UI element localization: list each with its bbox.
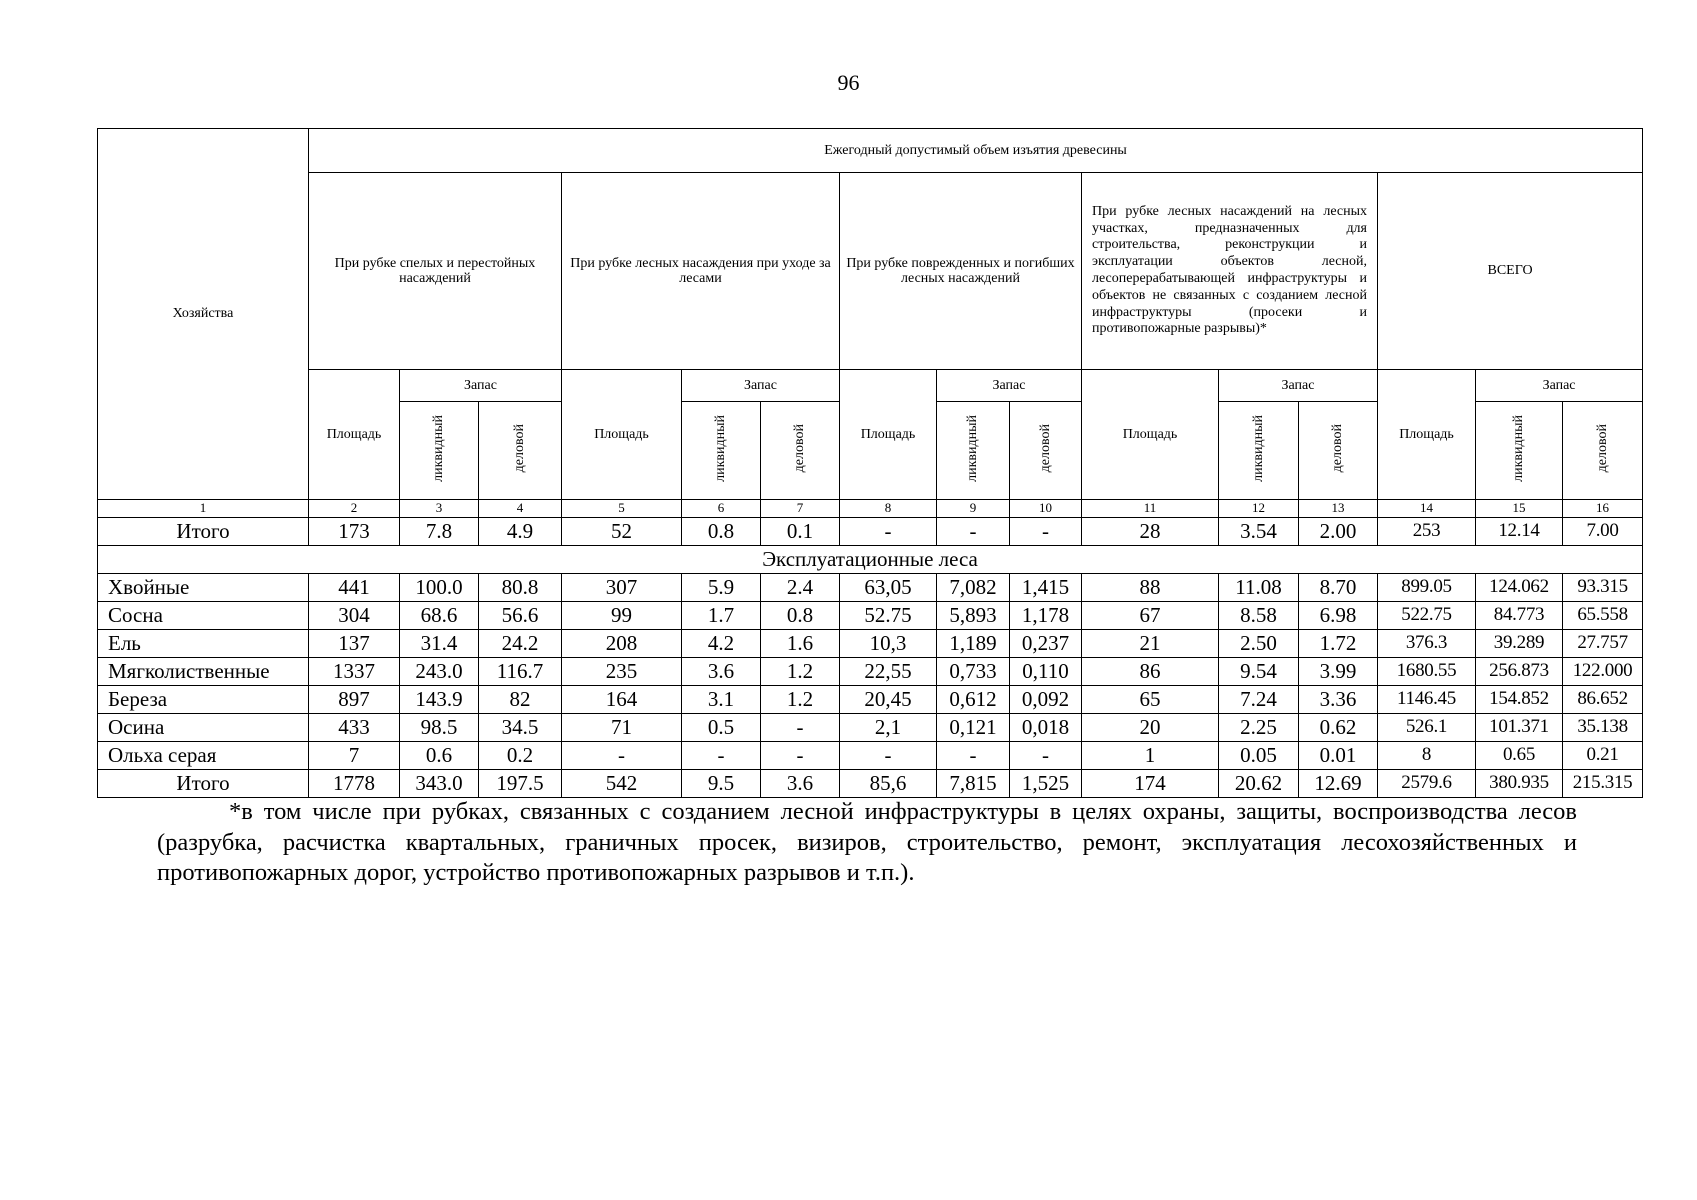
column-number: 1 (98, 500, 309, 518)
liquid-label: ликвидный (965, 414, 981, 482)
business-label: деловой (792, 424, 808, 473)
liquid-label: ликвидный (713, 414, 729, 482)
table-cell: 65 (1082, 686, 1219, 714)
table-cell: 0,092 (1010, 686, 1082, 714)
table-cell: - (1010, 518, 1082, 546)
liquid-label: ликвидный (1250, 414, 1266, 482)
row-label: Береза (98, 686, 309, 714)
row-label: Итого (98, 770, 309, 798)
table-row (98, 742, 1643, 770)
area-header: Площадь (1378, 370, 1476, 500)
table-row (98, 602, 1643, 630)
column-number: 2 (309, 500, 400, 518)
table-cell: 28 (1082, 518, 1219, 546)
area-header: Площадь (1082, 370, 1219, 500)
table-cell: 0,121 (937, 714, 1010, 742)
column-number: 6 (682, 500, 761, 518)
business-label: деловой (1037, 424, 1053, 473)
main-header: Ежегодный допустимый объем изъятия древесины (309, 129, 1643, 173)
table-cell: 80.8 (479, 574, 562, 602)
table-cell: 2.25 (1219, 714, 1299, 742)
table-cell: 1,178 (1010, 602, 1082, 630)
table-cell: - (840, 742, 937, 770)
table-cell: - (761, 714, 840, 742)
table-cell: 4.2 (682, 630, 761, 658)
column-number: 8 (840, 500, 937, 518)
table-cell: 1 (1082, 742, 1219, 770)
business-header (1299, 402, 1378, 500)
table-cell: 441 (309, 574, 400, 602)
table-cell: 3.99 (1299, 658, 1378, 686)
table-cell: 1,525 (1010, 770, 1082, 798)
table-cell: 526.1 (1378, 714, 1476, 742)
row-header: Хозяйства (98, 129, 309, 500)
table-cell: 1778 (309, 770, 400, 798)
row-label: Сосна (98, 602, 309, 630)
column-number: 11 (1082, 500, 1219, 518)
table-cell: 7.8 (400, 518, 479, 546)
table-cell: 7,815 (937, 770, 1010, 798)
table-cell: 0.8 (761, 602, 840, 630)
table-cell: - (937, 518, 1010, 546)
table-cell: 1680.55 (1378, 658, 1476, 686)
table-cell: 9.54 (1219, 658, 1299, 686)
section-title: Эксплуатационные леса (98, 546, 1643, 574)
table-cell: 256.873 (1476, 658, 1563, 686)
table-cell: 85,6 (840, 770, 937, 798)
liquid-header (400, 402, 479, 500)
table-cell: 8 (1378, 742, 1476, 770)
table-cell: 0.1 (761, 518, 840, 546)
area-header: Площадь (309, 370, 400, 500)
table-row (98, 714, 1643, 742)
row-label: Ольха серая (98, 742, 309, 770)
liquid-header (937, 402, 1010, 500)
table-cell: 433 (309, 714, 400, 742)
table-cell: 98.5 (400, 714, 479, 742)
table-cell: 0.05 (1219, 742, 1299, 770)
business-header (1563, 402, 1643, 500)
row-label: Ель (98, 630, 309, 658)
table-cell: 0.21 (1563, 742, 1643, 770)
table-cell: 71 (562, 714, 682, 742)
business-label: деловой (1330, 424, 1346, 473)
table-cell: 68.6 (400, 602, 479, 630)
table-cell: 124.062 (1476, 574, 1563, 602)
table-cell: 82 (479, 686, 562, 714)
business-header (1010, 402, 1082, 500)
table-cell: 0.5 (682, 714, 761, 742)
table-cell: 1.72 (1299, 630, 1378, 658)
stock-header: Запас (682, 370, 840, 402)
table-cell: 3.54 (1219, 518, 1299, 546)
liquid-label: ликвидный (431, 414, 447, 482)
table-cell: 173 (309, 518, 400, 546)
row-label: Мягколиственные (98, 658, 309, 686)
table-cell: 307 (562, 574, 682, 602)
table-cell: 7,082 (937, 574, 1010, 602)
table-cell: 4.9 (479, 518, 562, 546)
table-cell: 5.9 (682, 574, 761, 602)
table-cell: 2,1 (840, 714, 937, 742)
table-cell: 6.98 (1299, 602, 1378, 630)
area-header: Площадь (562, 370, 682, 500)
column-number: 14 (1378, 500, 1476, 518)
table-cell: 21 (1082, 630, 1219, 658)
table-cell: 8.58 (1219, 602, 1299, 630)
group-header-care: При рубке лесных насаждения при уходе за лесами (562, 173, 840, 370)
table-cell: 380.935 (1476, 770, 1563, 798)
page-number: 96 (837, 70, 860, 95)
table-cell: 20,45 (840, 686, 937, 714)
section-row (98, 546, 1643, 574)
table-cell: 10,3 (840, 630, 937, 658)
table-cell: 0.6 (400, 742, 479, 770)
row-label: Хвойные (98, 574, 309, 602)
table-cell: 7.00 (1563, 518, 1643, 546)
column-number: 12 (1219, 500, 1299, 518)
row-label: Итого (98, 518, 309, 546)
table-cell: 20.62 (1219, 770, 1299, 798)
table-cell: 39.289 (1476, 630, 1563, 658)
column-number: 5 (562, 500, 682, 518)
column-number: 13 (1299, 500, 1378, 518)
table-cell: 11.08 (1219, 574, 1299, 602)
table-cell: 2.00 (1299, 518, 1378, 546)
table-cell: 7.24 (1219, 686, 1299, 714)
area-header: Площадь (840, 370, 937, 500)
column-number: 9 (937, 500, 1010, 518)
table-cell: 0.65 (1476, 742, 1563, 770)
column-number: 15 (1476, 500, 1563, 518)
table-cell: 0,110 (1010, 658, 1082, 686)
table-row (98, 686, 1643, 714)
table-cell: - (682, 742, 761, 770)
stock-header: Запас (937, 370, 1082, 402)
liquid-header (1476, 402, 1563, 500)
table-cell: - (840, 518, 937, 546)
table-cell: 86 (1082, 658, 1219, 686)
table-cell: 20 (1082, 714, 1219, 742)
business-label: деловой (1594, 424, 1610, 473)
table-cell: 1.7 (682, 602, 761, 630)
table-cell: 100.0 (400, 574, 479, 602)
table-cell: 3.6 (761, 770, 840, 798)
table-cell: 1337 (309, 658, 400, 686)
table-cell: 0,733 (937, 658, 1010, 686)
table-cell: 243.0 (400, 658, 479, 686)
table-cell: 2.4 (761, 574, 840, 602)
table-cell: 122.000 (1563, 658, 1643, 686)
table-cell: 0.2 (479, 742, 562, 770)
liquid-header (682, 402, 761, 500)
table-cell: 0.01 (1299, 742, 1378, 770)
business-header (761, 402, 840, 500)
total-row-top (98, 518, 1643, 546)
table-cell: 63,05 (840, 574, 937, 602)
business-header (479, 402, 562, 500)
table-cell: 27.757 (1563, 630, 1643, 658)
table-cell: 7 (309, 742, 400, 770)
table-cell: 52.75 (840, 602, 937, 630)
table-cell: 3.1 (682, 686, 761, 714)
table-cell: 1.6 (761, 630, 840, 658)
table-cell: 137 (309, 630, 400, 658)
table-row (98, 770, 1643, 798)
table-row (98, 630, 1643, 658)
stock-header: Запас (1219, 370, 1378, 402)
table-cell: 22,55 (840, 658, 937, 686)
table-cell: 65.558 (1563, 602, 1643, 630)
liquid-header (1219, 402, 1299, 500)
table-cell: 116.7 (479, 658, 562, 686)
column-number: 16 (1563, 500, 1643, 518)
table-cell: 0.8 (682, 518, 761, 546)
table-cell: 2579.6 (1378, 770, 1476, 798)
table-cell: 197.5 (479, 770, 562, 798)
table-cell: 34.5 (479, 714, 562, 742)
group-header-total: ВСЕГО (1378, 173, 1643, 370)
table-cell: 1146.45 (1378, 686, 1476, 714)
table-cell: 143.9 (400, 686, 479, 714)
table-cell: 253 (1378, 518, 1476, 546)
group-header-damaged: При рубке поврежденных и погибших лесных насаждений (840, 173, 1082, 370)
business-label: деловой (512, 424, 528, 473)
table-cell: 35.138 (1563, 714, 1643, 742)
table-cell: - (937, 742, 1010, 770)
table-cell: 1,415 (1010, 574, 1082, 602)
table-cell: - (1010, 742, 1082, 770)
table-cell: 235 (562, 658, 682, 686)
table-row (98, 574, 1643, 602)
table-cell: 56.6 (479, 602, 562, 630)
table-cell: 304 (309, 602, 400, 630)
table-cell: 12.69 (1299, 770, 1378, 798)
table-cell: 9.5 (682, 770, 761, 798)
table-cell: 542 (562, 770, 682, 798)
table-cell: 215.315 (1563, 770, 1643, 798)
column-number-row (98, 500, 1643, 518)
column-number: 7 (761, 500, 840, 518)
table-cell: 52 (562, 518, 682, 546)
row-label: Осина (98, 714, 309, 742)
table-cell: 84.773 (1476, 602, 1563, 630)
column-number: 10 (1010, 500, 1082, 518)
table-cell: 0,018 (1010, 714, 1082, 742)
table-cell: 1.2 (761, 658, 840, 686)
table-cell: 0.62 (1299, 714, 1378, 742)
table-cell: 24.2 (479, 630, 562, 658)
table-cell: 31.4 (400, 630, 479, 658)
column-number: 3 (400, 500, 479, 518)
stock-header: Запас (400, 370, 562, 402)
table-cell: 99 (562, 602, 682, 630)
table-cell: 376.3 (1378, 630, 1476, 658)
table-cell: 174 (1082, 770, 1219, 798)
table-cell: - (761, 742, 840, 770)
table-cell: 12.14 (1476, 518, 1563, 546)
table-cell: 0,237 (1010, 630, 1082, 658)
table-cell: 522.75 (1378, 602, 1476, 630)
table-cell: - (562, 742, 682, 770)
table-cell: 899.05 (1378, 574, 1476, 602)
table-cell: 897 (309, 686, 400, 714)
table-cell: 164 (562, 686, 682, 714)
table-cell: 0,612 (937, 686, 1010, 714)
liquid-label: ликвидный (1511, 414, 1527, 482)
table-cell: 1.2 (761, 686, 840, 714)
table-cell: 208 (562, 630, 682, 658)
stock-header: Запас (1476, 370, 1643, 402)
table-cell: 93.315 (1563, 574, 1643, 602)
table-cell: 1,189 (937, 630, 1010, 658)
table-cell: 101.371 (1476, 714, 1563, 742)
table-cell: 88 (1082, 574, 1219, 602)
group-header-infrastructure: При рубке лесных насаждений на лесных участках, предназначенных для строительства, реконструкции и эксплуатации объектов лесной, лесоперерабатывающей инфраструктуры и объектов не связанных с созданием лесной инфраструктуры (просеки и противопожарные разрывы)* (1082, 173, 1378, 370)
table-cell: 67 (1082, 602, 1219, 630)
table-cell: 3.6 (682, 658, 761, 686)
table-row (98, 658, 1643, 686)
column-number: 4 (479, 500, 562, 518)
group-header-mature: При рубке спелых и перестойных насаждений (309, 173, 562, 370)
footnote: *в том числе при рубках, связанных с созданием лесной инфраструктуры в целях охраны, защиты, воспроизводства лесов (разрубка, расчистка квартальных, граничных просек, визиров, строительство, ремонт, эксплуатация лесохозяйственных и противопожарных дорог, устройство противопожарных разрывов и т.п.). (157, 798, 1577, 887)
table-cell: 86.652 (1563, 686, 1643, 714)
timber-harvest-table (97, 128, 1643, 798)
table-cell: 5,893 (937, 602, 1010, 630)
table-cell: 3.36 (1299, 686, 1378, 714)
table-cell: 343.0 (400, 770, 479, 798)
table-cell: 2.50 (1219, 630, 1299, 658)
table-cell: 8.70 (1299, 574, 1378, 602)
table-cell: 154.852 (1476, 686, 1563, 714)
